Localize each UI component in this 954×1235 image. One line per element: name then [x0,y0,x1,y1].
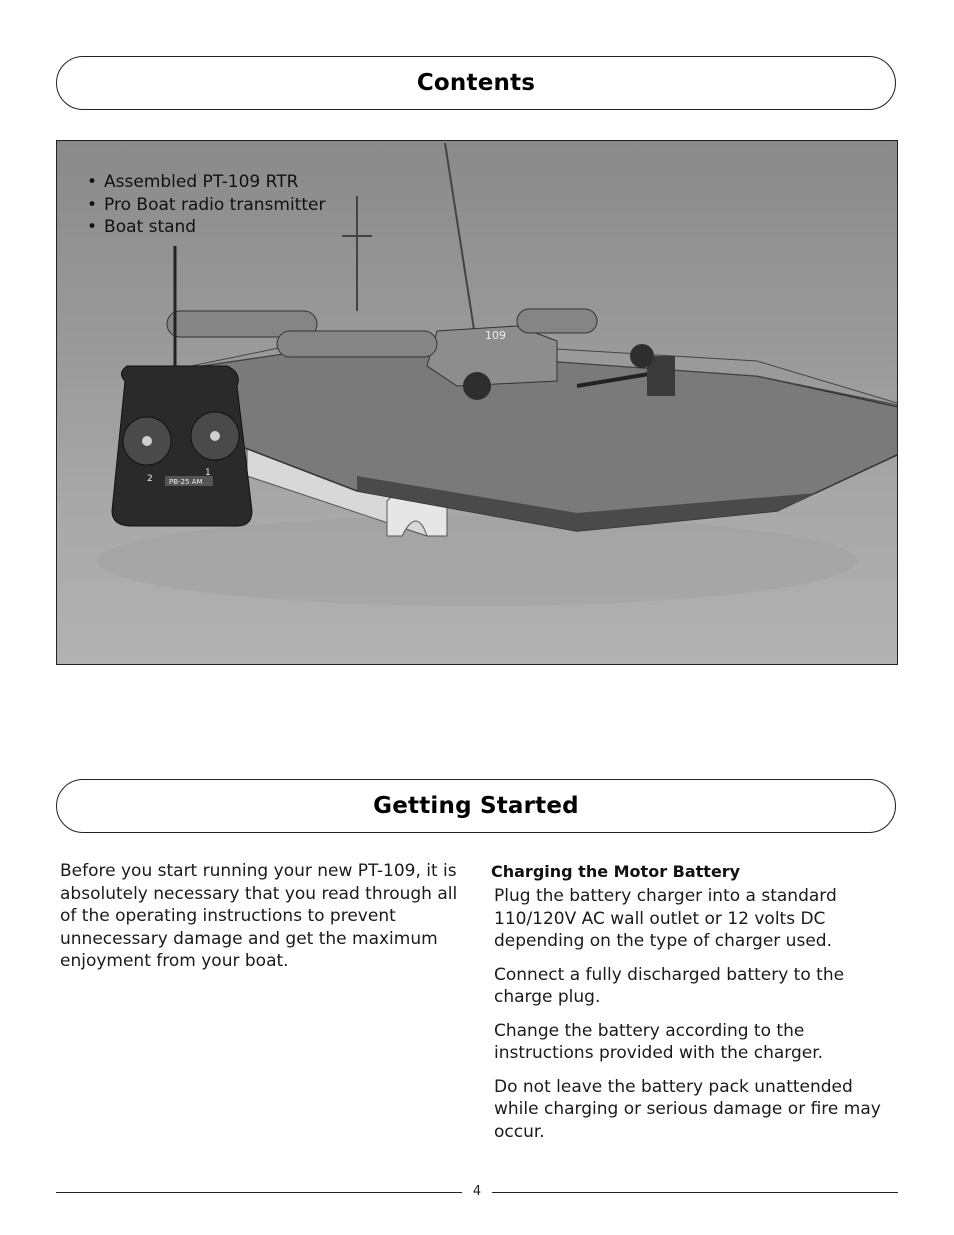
charging-paragraph: Connect a fully discharged battery to the charge plug. [494,964,845,1007]
contents-banner [56,56,896,110]
hull-number: 109 [485,329,506,342]
footer-rule-left [56,1192,462,1193]
intro-paragraph: Before you start running your new PT-109, it is absolutely necessary that you read through all of the operating instructions to prevent unnecessary damage and get the maximum enjoyment from your boat. [60,861,458,971]
charging-paragraph: Do not leave the battery pack unattended while charging or serious damage or fire may occur. [494,1076,881,1142]
charging-paragraph: Change the battery according to the instructions provided with the charger. [494,1020,824,1063]
contents-list [87,171,325,239]
intro-column [60,860,470,973]
transmitter-ch2: 2 [147,474,153,484]
getting-started-title: Getting Started [373,793,579,819]
contents-title: Contents [416,70,536,96]
contents-item: • Boat stand [87,216,325,239]
charging-paragraph: Plug the battery charger into a standard 110/120V AC wall outlet or 12 volts DC depending on the type of charger used. [494,886,837,951]
transmitter-ch1: 1 [205,468,211,478]
contents-item: • Assembled PT-109 RTR [87,171,325,194]
transmitter-model: PB-25 AM [169,478,203,486]
contents-item: • Pro Boat radio transmitter [87,194,325,217]
page-number: 4 [472,1184,482,1199]
product-photo [56,140,898,665]
charging-column [491,862,901,1154]
charging-heading: Charging the Motor Battery [491,862,741,881]
footer-rule-right [492,1192,898,1193]
getting-started-banner [56,779,896,833]
